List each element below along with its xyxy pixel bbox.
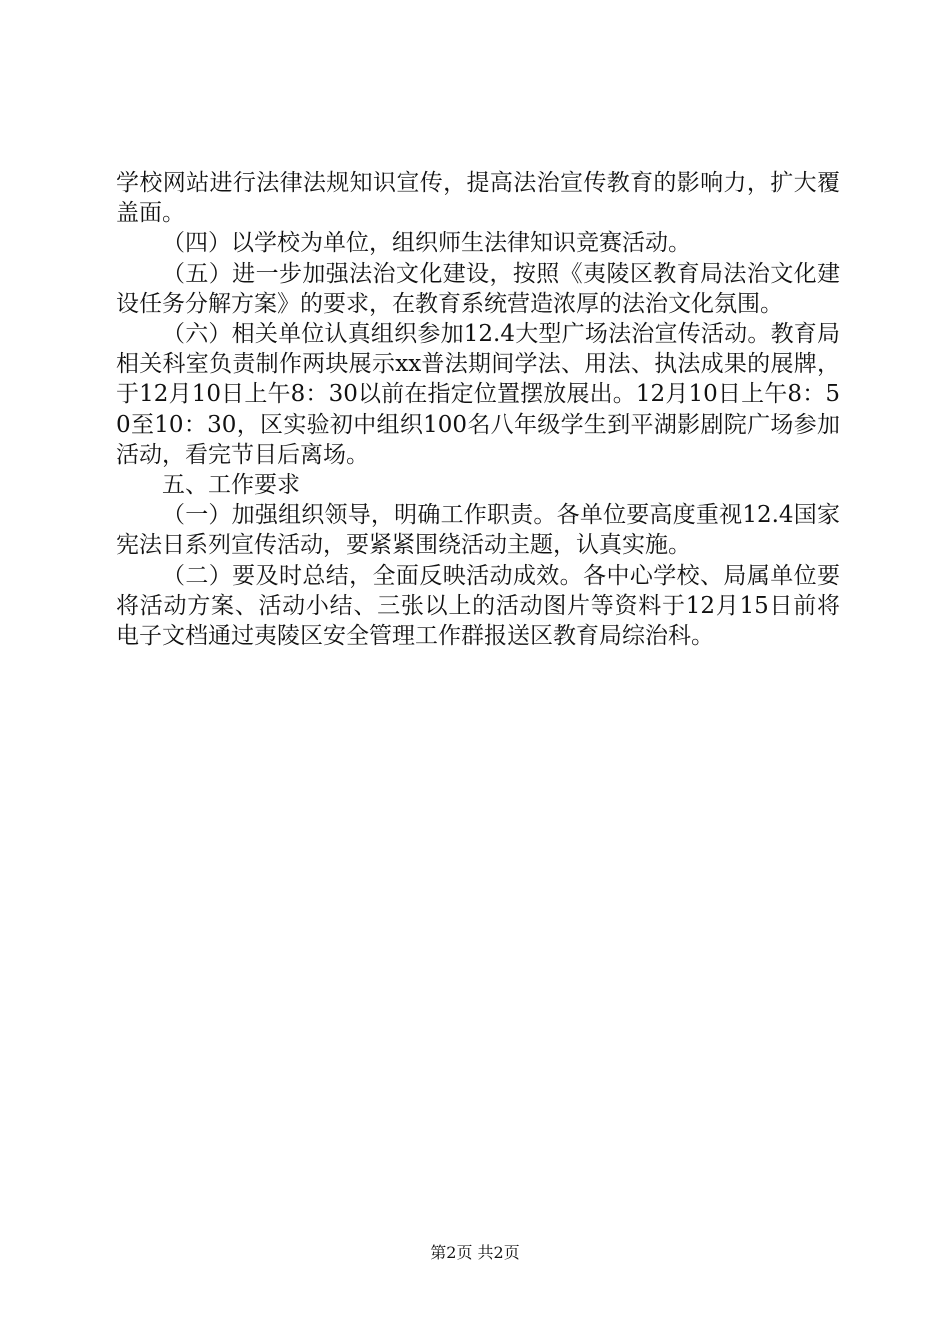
paragraph-continuation: 学校网站进行法律法规知识宣传，提高法治宣传教育的影响力，扩大覆盖面。	[116, 170, 840, 227]
paragraph-item-4: （四）以学校为单位，组织师生法律知识竞赛活动。	[162, 230, 691, 257]
page-footer	[0, 1242, 950, 1264]
document-body	[116, 168, 840, 651]
section-heading-work-requirements: 五、工作要求	[162, 472, 300, 499]
paragraph-requirement-2: （二）要及时总结，全面反映活动成效。各中心学校、局属单位要将活动方案、活动小结、三张以上的活动图片等资料于12月15日前将电子文档通过夷陵区安全管理工作群报送区教育局综治科。	[116, 562, 840, 650]
paragraph-item-6: （六）相关单位认真组织参加12.4大型广场法治宣传活动。教育局相关科室负责制作两块展示xx普法期间学法、用法、执法成果的展牌，于12月10日上午8：30以前在指定位置摆放展出。12月10日上午8：50至10：30，区实验初中组织100名八年级学生到平湖影剧院广场参加活动，看完节目后离场。	[116, 321, 840, 468]
paragraph-item-5: （五）进一步加强法治文化建设，按照《夷陵区教育局法治文化建设任务分解方案》的要求，在教育系统营造浓厚的法治文化氛围。	[116, 260, 840, 317]
paragraph-requirement-1: （一）加强组织领导，明确工作职责。各单位要高度重视12.4国家宪法日系列宣传活动，要紧紧围绕活动主题，认真实施。	[116, 502, 840, 559]
page-number-label: 第2页 共2页	[430, 1243, 520, 1262]
